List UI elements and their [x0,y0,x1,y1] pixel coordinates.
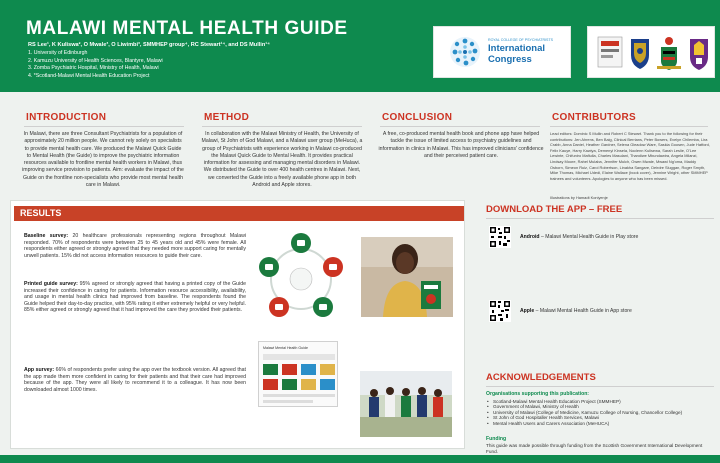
partner-crest-icon [686,33,712,73]
app-survey-label: App survey: [24,367,55,373]
conclusion-divider [380,126,540,127]
baseline-survey-paragraph [24,233,246,259]
organisations-list [486,399,714,426]
affiliation-2: 2. Kamuzu University of Health Sciences, Blantyre, Malawi [28,57,163,64]
apple-qr-code-icon[interactable] [489,300,511,322]
acknowledgements-divider [486,386,714,387]
conclusion-text: A free, co-produced mental health book and phone app have helped tackle the issue of limited access to psychiatry guidelines and information in clinics in Malawi. This has improved clinicians' confidence and their perceived patient care. [378,131,544,159]
introduction-text: In Malawi, there are three Consultant Psychiatrists for a population of approximately 20 million people. We cannot rely solely on specialists to provide mental health care. We produced the Malawi Quick Guide to Mental Health (the Guide) to improve the psychiatric information resources available to frontline mental health workers in Malawi, thus improving service provision to patients. Aim: evaluate the impact of the Guide on the frontline non-specialists who provide most mental health care in Malawi. [22,131,184,189]
download-divider [486,218,714,219]
affiliation-1: 1. University of Edinburgh [28,50,88,56]
affiliation-list [28,50,163,80]
photo-person-with-guide [361,237,453,317]
printed-guide-text: 95% agreed or strongly agreed that having a printed copy of the Guide increased their confidence in caring for patients. Information resource accessibility, availability, and usage in mental health clinics had improved from baseline. The respondents found the Guide helped their day-to-day practice, with 95% rating it either extremely helpful or very helpful. 85% either agreed or strongly agreed that it had improved the care they provided their patients. [24,281,246,313]
android-download-line[interactable] [520,234,638,240]
apple-store-text: – Malawi Mental Health Guide in App store [534,308,632,314]
poster-title: MALAWI MENTAL HEALTH GUIDE [26,18,348,39]
method-title: METHOD [204,112,250,123]
guide-cycle-diagram [253,231,349,327]
congress-word-1: International [488,43,546,54]
organisations-heading: Organisations supporting this publication: [486,391,590,397]
congress-logo [433,26,571,78]
android-qr-code-icon[interactable] [489,226,511,248]
contributors-title: CONTRIBUTORS [552,112,636,123]
acknowledgements-title: ACKNOWLEDGEMENTS [486,372,596,383]
contributors-text: Lead editors: Dominic S Mullin and Robert C Stewart. Thank you to the following for their contributions: Jen Ahrens, Ben Baig, Clinical Berrians, Peter Bowers, Evelyn Chilemba, Lira Crabb, Anna Daniel, Heather Gardner, Selena Gleadow Ware, Saskia Goosen, Jude Hatford, Felix Kauye, Harry Kawiya, Demenyi Kinsela, Noclenn Kulisewa, Sarah Leslie, O'Lee Lewinte, Chifuniro Mafiulla, Charles Masulani, Thandiwe Mbundawira, Angela Milanzi, Lindsay Moore, Rahel Mulaba, Jennifer Mulch, Owen Mwale, Mwawi Ng'oma, Maddy Osborn, Simeon Ruiz, Carol Robertson, Linakha Sangare, Deirdre Sluggan, Roger Smyth, Mike Thomas, Michael Udedi, Elaine Wallace (book cover), Jennine Wright, other SMMHEP trainees and volunteers. Apologies to anyone who has been missed. [550,131,710,181]
author-list: RS Lee¹, K Kuliswa², O Mwale³, O Liwimbi³, SMMHEP group⁴, RC Stewart¹⁴, and DS Mullin¹⁴ [28,42,270,48]
apple-label: Apple [520,308,535,314]
funding-heading: Funding [486,436,507,442]
app-screenshot [258,341,338,407]
app-screenshot-tiles [263,354,335,404]
introduction-divider [24,126,184,127]
organisation-item: • St John of God Hospitaller Health Services, Malawi [486,415,714,420]
results-header-bar [14,206,464,221]
contributors-divider [550,126,708,127]
app-screenshot-title: Malawi Mental Health Guide [263,346,308,350]
android-label: Android [520,234,540,240]
organisation-item: • University of Malawi (College of Medicine, Kamuzu College of Nursing, Chancellor College) [486,410,714,415]
download-title: DOWNLOAD THE APP – FREE [486,204,623,215]
affiliation-4: 4. *Scotland-Malawi Mental Health Education Project [28,72,150,79]
conclusion-title: CONCLUSION [382,112,453,123]
baseline-survey-label: Baseline survey: [24,233,69,239]
baseline-survey-text: 20 healthcare professionals representing regions throughout Malawi responded. 70% of respondents were between 25 to 45 years old and 45% were female. All respondents either agreed or strongly agreed that they needed more support caring for mentally unwell patients. 15% did not access information resources to guide their care. [24,233,247,259]
partner-logos [587,26,715,78]
apple-download-line[interactable] [520,308,632,314]
photo-group [360,371,452,437]
method-text: In collaboration with the Malawi Ministry of Health, the University of Malawi, St John of God Malawi, and a Malawi user group (MeHuca), a group of Psychiatrists with experience working in Malawi co-produced the Malawi Quick Guide to Mental Health. It provides practical information for assessing and managing mental disorders in Malawi. We distributed the Guide to over 400 health centres in Malawi. Next, we converted the Guide into a freely available phone app in both Android and Apple stores. [201,131,363,189]
congress-globe-icon [448,35,482,69]
malawi-coat-of-arms-icon [656,33,682,73]
organisation-item: • Scotland-Malawi Mental Health Education Project (SMMHEP) [486,399,714,404]
affiliation-3: 3. Zomba Psychiatric Hospital, Ministry of Health, Malawi [28,65,159,72]
printed-guide-label: Printed guide survey: [24,281,78,287]
introduction-title: INTRODUCTION [26,112,107,123]
method-divider [202,126,362,127]
organisation-item: • Government of Malawi, Ministry of Health [486,404,714,409]
printed-guide-paragraph [24,281,246,314]
organisation-item: • Mental Health Users and Carers Association (MeHUCA) [486,421,714,426]
congress-org-name: ROYAL COLLEGE OF PSYCHIATRISTS [488,38,554,42]
app-survey-text: 66% of respondents prefer using the app over the textbook version. All agreed that the app made them more confident in caring for their patients and that their care had improved because of the app. They were all likely to recommend it to a colleague. It has now been downloaded almost 1000 times. [24,367,246,393]
results-title: RESULTS [20,208,62,218]
congress-word-2: Congress [488,54,532,65]
illustrations-credit: Illustrations by Hamadt Koniyenje [550,195,608,200]
poster-footer [0,455,720,463]
funding-text: This guide was made possible through funding from the Scottish Government International Development Fund. [486,443,703,454]
app-survey-paragraph [24,367,246,393]
smmhep-logo-icon [596,33,624,73]
android-store-text: – Malawi Mental Health Guide in Play store [539,234,639,240]
university-crest-icon [628,33,652,73]
